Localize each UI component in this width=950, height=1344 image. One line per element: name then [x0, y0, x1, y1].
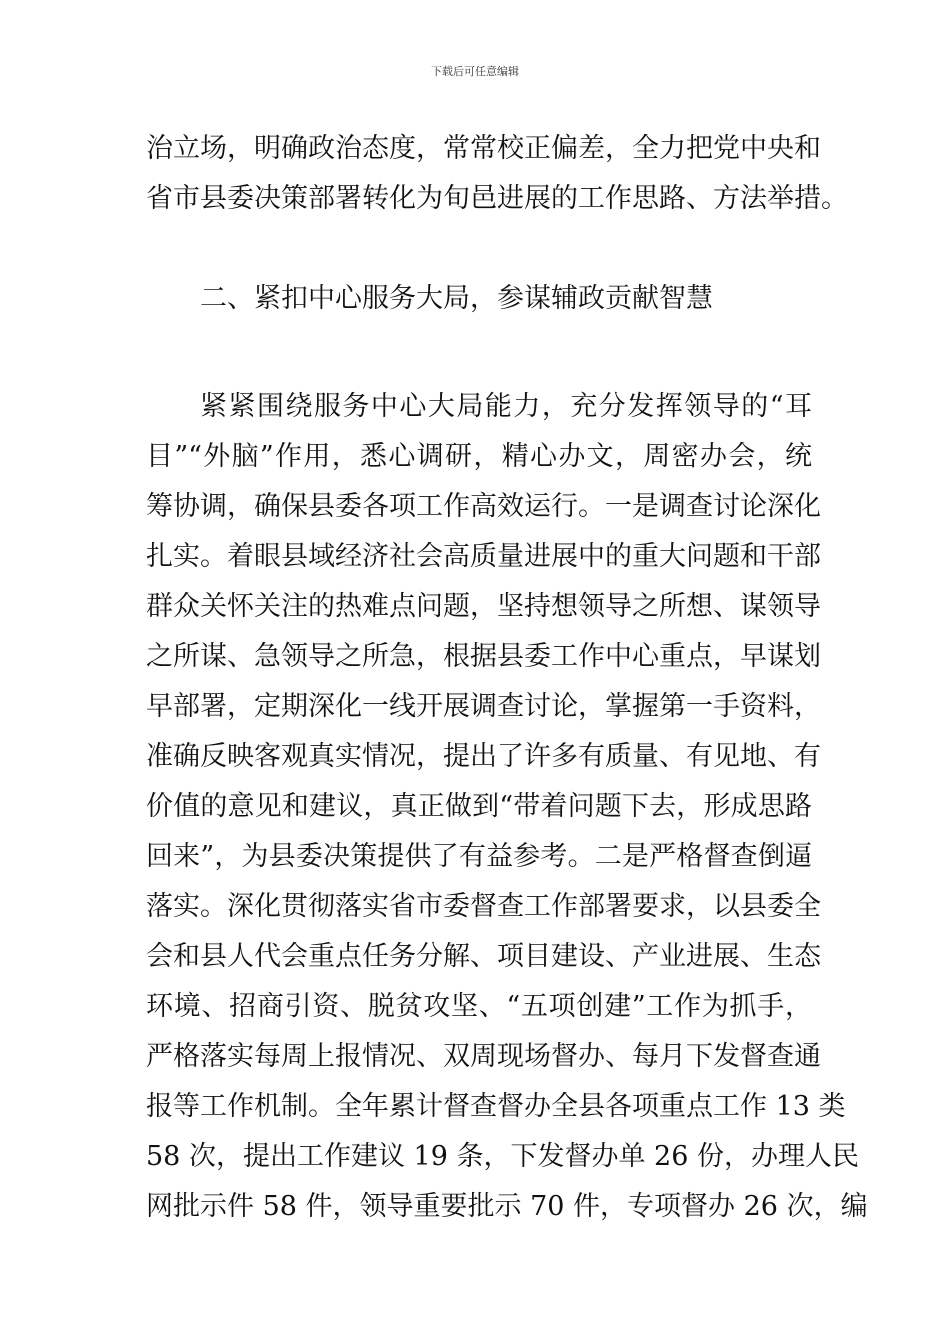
paragraph-line: 扎实。着眼县域经济社会高质量进展中的重大问题和干部	[146, 541, 821, 572]
paragraph-line: 58 次，提出工作建议 19 条，下发督办单 26 份，办理人民	[146, 1141, 859, 1172]
paragraph-line: 环境、招商引资、脱贫攻坚、“五项创建”工作为抓手，	[146, 991, 812, 1022]
page-header-note: 下载后可任意编辑	[431, 65, 519, 78]
paragraph-line: 准确反映客观真实情况，提出了许多有质量、有见地、有	[146, 741, 821, 772]
paragraph-line: 报等工作机制。全年累计督查督办全县各项重点工作 13 类	[146, 1091, 846, 1122]
paragraph-line: 落实。深化贯彻落实省市委督查工作部署要求，以县委全	[146, 891, 821, 922]
paragraph-line: 严格落实每周上报情况、双周现场督办、每月下发督查通	[146, 1041, 821, 1072]
paragraph-line: 筹协调，确保县委各项工作高效运行。一是调查讨论深化	[146, 491, 821, 522]
paragraph-line: 价值的意见和建议，真正做到“带着问题下去，形成思路	[146, 791, 812, 822]
paragraph-line: 省市县委决策部署转化为旬邑进展的工作思路、方法举措。	[146, 183, 848, 214]
paragraph-line: 紧紧围绕服务中心大局能力，充分发挥领导的“耳	[200, 391, 812, 422]
paragraph-line: 会和县人代会重点任务分解、项目建设、产业进展、生态	[146, 941, 821, 972]
section-heading: 二、紧扣中心服务大局，参谋辅政贡献智慧	[200, 283, 713, 314]
paragraph-line: 之所谋、急领导之所急，根据县委工作中心重点，早谋划	[146, 641, 821, 672]
document-body	[146, 124, 868, 1232]
paragraph-line: 治立场，明确政治态度，常常校正偏差，全力把党中央和	[146, 133, 821, 164]
paragraph-line: 早部署，定期深化一线开展调查讨论，掌握第一手资料，	[146, 691, 821, 722]
paragraph-line: 目”“外脑”作用，悉心调研，精心办文，周密办会，统	[146, 441, 812, 472]
paragraph-line: 群众关怀关注的热难点问题，坚持想领导之所想、谋领导	[146, 591, 821, 622]
paragraph-line: 回来”，为县委决策提供了有益参考。二是严格督查倒逼	[146, 841, 812, 872]
paragraph-line: 网批示件 58 件，领导重要批示 70 件，专项督办 26 次，编	[146, 1191, 868, 1222]
